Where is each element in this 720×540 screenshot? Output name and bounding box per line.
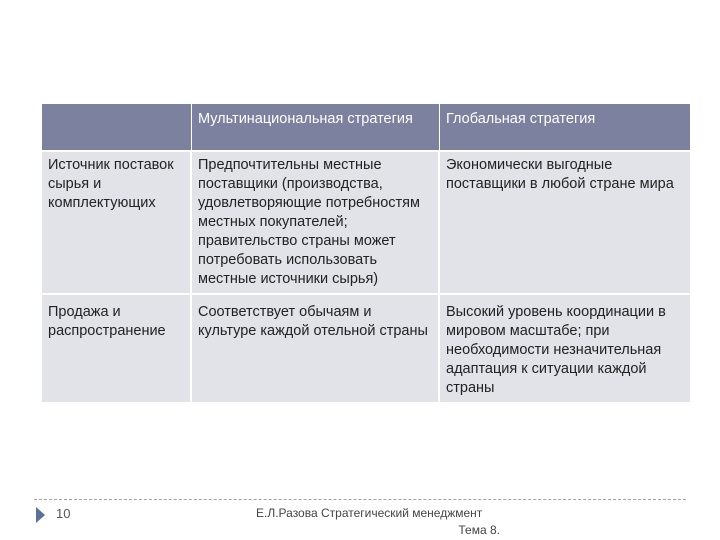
footer-author-line: Е.Л.Разова Стратегический менеджмент [256, 506, 483, 520]
table-row [42, 150, 690, 293]
comparison-table [42, 104, 690, 402]
cell-global: Высокий уровень координации в мировом масштабе; при необходимости незначительная адаптация к ситуации каждой страны [440, 293, 690, 402]
table-row [42, 293, 690, 402]
header-cell-multinational: Мультинациональная стратегия [192, 104, 440, 150]
table-header-row [42, 104, 690, 150]
header-cell-empty [42, 104, 192, 150]
row-label: Продажа и распространение [42, 293, 192, 402]
cell-multinational: Соответствует обычаям и культуре каждой отельной страны [192, 293, 440, 402]
footer-divider [34, 499, 686, 500]
slide-marker-icon [36, 507, 45, 523]
footer-topic-line: Тема 8. [458, 523, 500, 537]
cell-global: Экономически выгодные поставщики в любой стране мира [440, 150, 690, 293]
row-label: Источник поставок сырья и комплектующих [42, 150, 192, 293]
footer-caption [220, 505, 500, 539]
page-number: 10 [56, 506, 71, 521]
cell-multinational: Предпочтительны местные поставщики (производства, удовлетворяющие потребностям местных покупателей; правительство страны может потребовать использовать местные источники сырья) [192, 150, 440, 293]
header-cell-global: Глобальная стратегия [440, 104, 690, 150]
